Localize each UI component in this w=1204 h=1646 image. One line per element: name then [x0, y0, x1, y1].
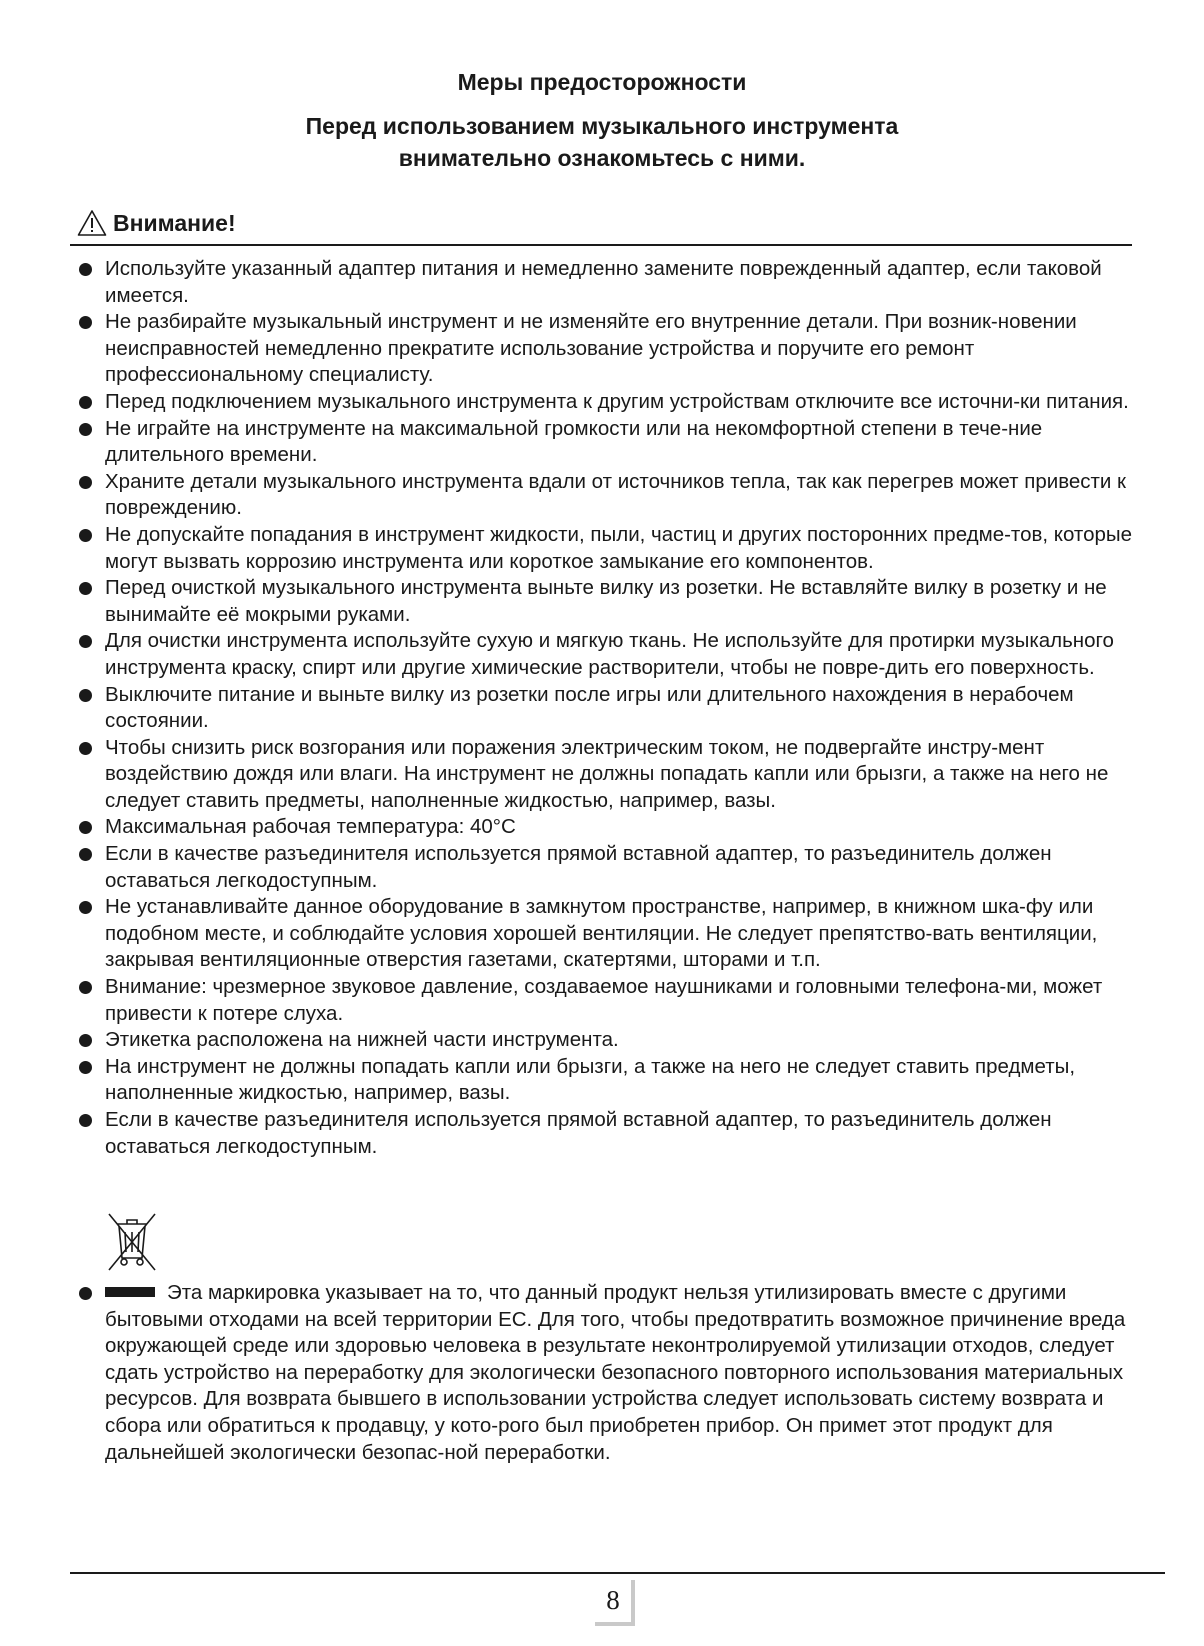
- precautions-list: [77, 256, 1137, 1160]
- list-item: Храните детали музыкального инструмента вдали от источников тепла, так как перегрев может привести к повреждению.: [77, 469, 1137, 522]
- weee-notice: [77, 1280, 1137, 1466]
- list-item: Перед подключением музыкального инструмента к другим устройствам отключите все источни-ки питания.: [77, 389, 1137, 416]
- footer-divider: [70, 1572, 1165, 1574]
- list-item: Для очистки инструмента используйте сухую и мягкую ткань. Не используйте для протирки музыкального инструмента краску, спирт или другие химические растворители, чтобы не повре-дить его поверхность.: [77, 628, 1137, 681]
- list-item: Выключите питание и выньте вилку из розетки после игры или длительного нахождения в нерабочем состоянии.: [77, 682, 1137, 735]
- warning-triangle-icon: [77, 209, 107, 237]
- heading-divider: [70, 244, 1132, 246]
- list-item: Не играйте на инструменте на максимальной громкости или на некомфортной степени в тече-ние длительного времени.: [77, 416, 1137, 469]
- list-item: Если в качестве разъединителя используется прямой вставной адаптер, то разъединитель должен оставаться легкодоступным.: [77, 841, 1137, 894]
- list-item: Не разбирайте музыкальный инструмент и не изменяйте его внутренние детали. При возник-новении неисправностей немедленно прекратите использование устройства и поручите его ремонт профессиональному специалисту.: [77, 309, 1137, 389]
- page-number: 8: [595, 1580, 635, 1626]
- list-item: Чтобы снизить риск возгорания или поражения электрическим током, не подвергайте инстру-мент воздействию дождя или влаги. На инструмент не должны попадать капли или брызги, а также на него не следует ставить предметы, наполненные жидкостью, например, вазы.: [77, 735, 1137, 815]
- page-title: Меры предосторожности: [457, 69, 747, 95]
- subtitle-line-2: внимательно ознакомьтесь с ними.: [398, 145, 806, 171]
- crossed-out-wheelie-bin-icon: [105, 1210, 159, 1274]
- bullet: [79, 1287, 92, 1300]
- list-item: Используйте указанный адаптер питания и немедленно замените поврежденный адаптер, если таковой имеется.: [77, 256, 1137, 309]
- list-item: Максимальная рабочая температура: 40°C: [77, 814, 1137, 841]
- list-item: Перед очисткой музыкального инструмента выньте вилку из розетки. Не вставляйте вилку в розетку и не вынимайте её мокрыми руками.: [77, 575, 1137, 628]
- list-item: Этикетка расположена на нижней части инструмента.: [77, 1027, 1137, 1054]
- list-item: На инструмент не должны попадать капли или брызги, а также на него не следует ставить предметы, наполненные жидкостью, например, вазы.: [77, 1054, 1137, 1107]
- warning-heading: [77, 206, 236, 240]
- warning-heading-text: Внимание!: [113, 209, 236, 236]
- subtitle-line-1: Перед использованием музыкального инструмента: [305, 113, 899, 139]
- page-subtitle: [0, 110, 1204, 174]
- list-item: Не устанавливайте данное оборудование в замкнутом пространстве, например, в книжном шка-фу или подобном месте, и соблюдайте условия хорошей вентиляции. Не следует препятство-вать вентиляции, закрывая вентиляционные отверстия газетами, скатертями, шторами и т.п.: [77, 894, 1137, 974]
- list-item: Если в качестве разъединителя используется прямой вставной адаптер, то разъединитель должен оставаться легкодоступным.: [77, 1107, 1137, 1160]
- weee-text: Эта маркировка указывает на то, что данный продукт нельзя утилизировать вместе с другими бытовыми отходами на всей территории ЕС. Для того, чтобы предотвратить возможное причинение вреда окружающей среде или здоровью человека в результате неконтролируемой утилизации отходов, следует сдать устройство на переработку для экологически безопасного повторного использования материальных ресурсов. Для возврата бывшего в использовании устройства следует использовать систему возврата и сбора или обратиться к продавцу, у кото-рого был приобретен прибор. Он примет этот продукт для дальнейшей экологически безопас-ной переработки.: [105, 1281, 1126, 1464]
- list-item: Внимание: чрезмерное звуковое давление, создаваемое наушниками и головными телефона-ми, может привести к потере слуха.: [77, 974, 1137, 1027]
- weee-bar-mark: [105, 1287, 155, 1297]
- list-item: Не допускайте попадания в инструмент жидкости, пыли, частиц и других посторонних предме-тов, которые могут вызвать коррозию инструмента или короткое замыкание его компонентов.: [77, 522, 1137, 575]
